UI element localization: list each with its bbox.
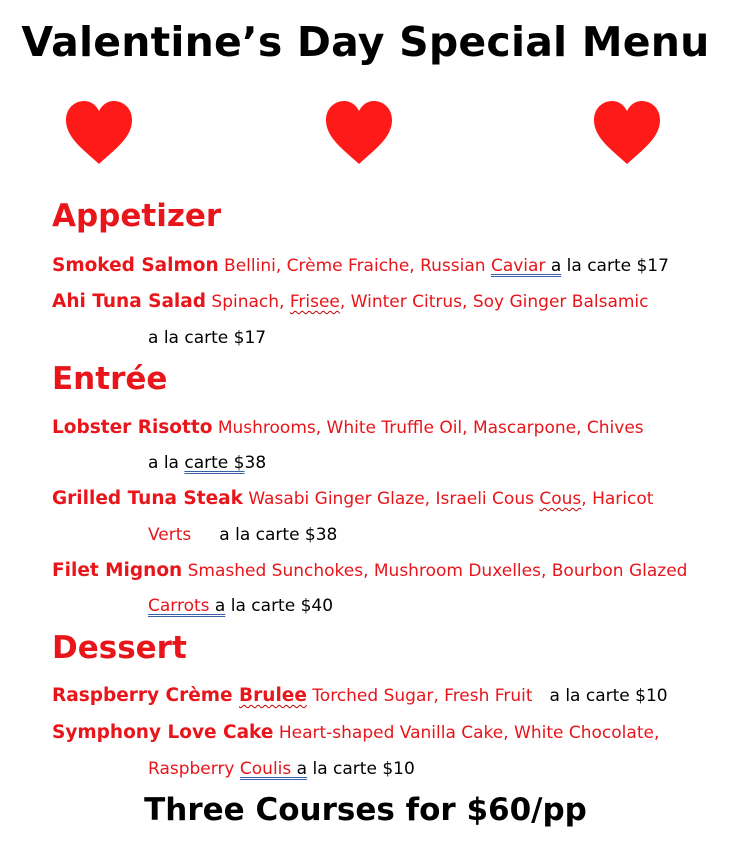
dish-name: Ahi Tuna Salad xyxy=(52,291,206,312)
dish-name: Raspberry Crème xyxy=(52,685,240,706)
menu-item-price-line xyxy=(148,327,266,349)
heart-icon xyxy=(324,100,394,166)
dish-description: Wasabi Ginger Glaze, Israeli Cous xyxy=(242,489,540,509)
dish-name: Filet Mignon xyxy=(52,560,183,581)
dish-name: Symphony Love Cake xyxy=(52,722,274,743)
section-heading-entree: Entrée xyxy=(52,361,168,397)
menu-item-symphony-love-cake xyxy=(52,722,659,744)
menu-title: Valentine’s Day Special Menu xyxy=(21,18,710,66)
dish-description-marked: Caviar xyxy=(490,256,546,276)
menu-item-filet-mignon xyxy=(52,560,687,582)
dish-name: Lobster Risotto xyxy=(52,417,213,438)
dish-name: Grilled Tuna Steak xyxy=(52,488,243,509)
dish-description-marked: Cous xyxy=(539,489,582,509)
price-text-marked: a xyxy=(291,759,308,779)
dish-name: Smoked Salmon xyxy=(52,255,219,276)
dish-description: Smashed Sunchokes, Mushroom Duxelles, Bourbon Glazed xyxy=(182,561,688,581)
dish-description: , Haricot xyxy=(581,489,654,509)
dish-description: Bellini, Crème Fraiche, Russian xyxy=(218,256,491,276)
heart-icon xyxy=(64,100,134,166)
menu-item-lobster-risotto xyxy=(52,417,644,439)
menu-footer-offer: Three Courses for $60/pp xyxy=(144,792,587,828)
price-text: la carte $40 xyxy=(225,596,334,616)
dish-description: Torched Sugar, Fresh Fruit xyxy=(306,686,533,706)
menu-item-price-line xyxy=(148,452,266,474)
dish-description: Heart-shaped Vanilla Cake, White Chocolate, xyxy=(273,723,660,743)
dish-description: Raspberry xyxy=(148,759,240,779)
dish-description-marked: Carrots xyxy=(148,596,210,616)
dish-description: Spinach, xyxy=(206,292,290,312)
dish-description-marked: Coulis xyxy=(239,759,292,779)
price-text: a la xyxy=(148,453,185,473)
menu-item-price-line xyxy=(148,595,333,617)
dish-description-marked: Frisee xyxy=(289,292,340,312)
dish-name-marked: Brulee xyxy=(239,685,307,706)
dish-description: Verts xyxy=(148,525,192,545)
price-text: a la carte $17 xyxy=(148,328,267,348)
menu-item-ahi-tuna-salad xyxy=(52,291,649,313)
menu-item-price-line xyxy=(148,524,337,546)
price-text: a la carte $10 xyxy=(549,686,668,706)
price-text: la carte $10 xyxy=(307,759,415,779)
price-text-marked: a xyxy=(209,596,226,616)
menu-item-price-line xyxy=(148,758,415,780)
menu-item-smoked-salmon xyxy=(52,255,669,277)
dish-description: , Winter Citrus, Soy Ginger Balsamic xyxy=(339,292,649,312)
price-text-marked: $ xyxy=(228,453,245,473)
price-text: 38 xyxy=(244,453,267,473)
price-text: la carte $17 xyxy=(561,256,669,276)
section-heading-dessert: Dessert xyxy=(52,630,187,666)
price-text-marked: carte xyxy=(184,453,229,473)
dish-description: Mushrooms, White Truffle Oil, Mascarpone, Chives xyxy=(212,418,644,438)
heart-icon xyxy=(592,100,662,166)
price-text: a la carte $38 xyxy=(219,525,338,545)
menu-item-grilled-tuna-steak xyxy=(52,488,653,510)
menu-item-raspberry-creme-brulee xyxy=(52,685,668,707)
section-heading-appetizer: Appetizer xyxy=(52,198,222,234)
price-text: a xyxy=(545,256,562,276)
